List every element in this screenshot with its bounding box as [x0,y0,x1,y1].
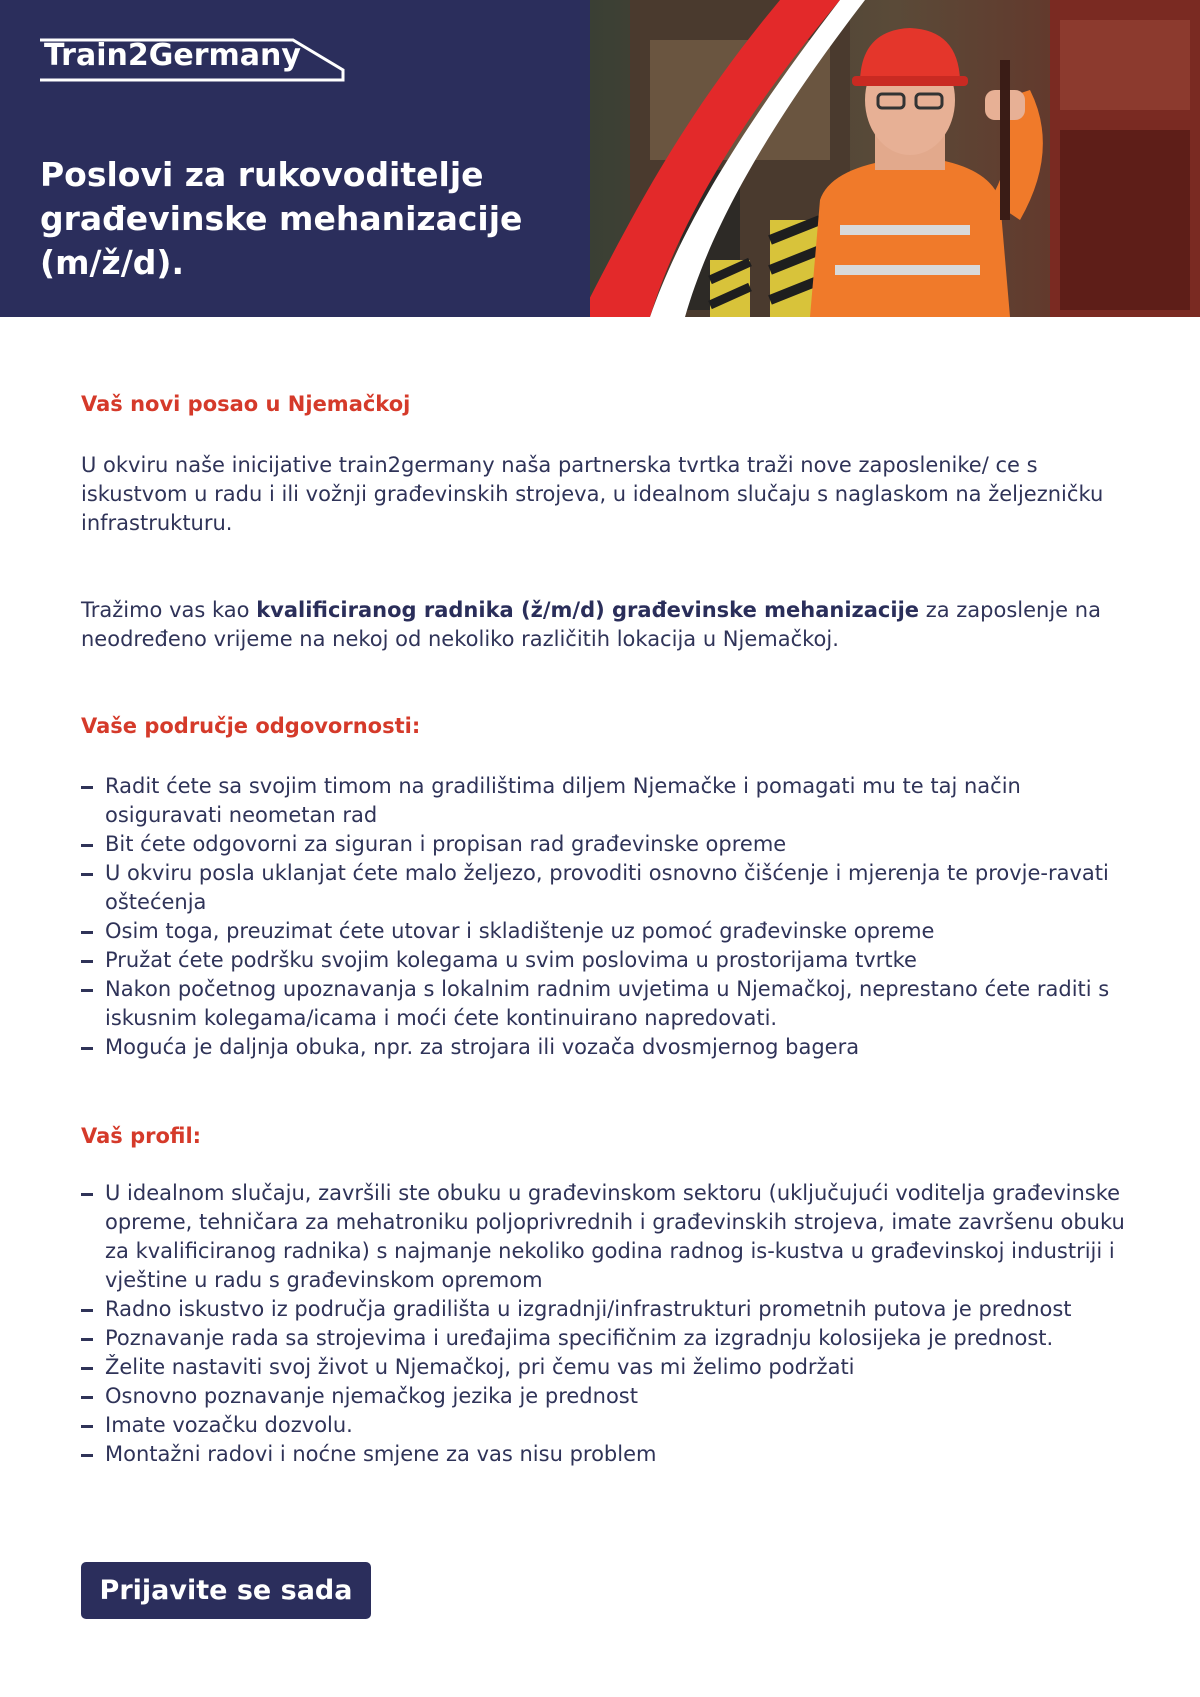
profile-list [81,1179,1141,1469]
list-item: Moguća je daljnja obuka, npr. za strojara ili vozača dvosmjernog bagera [81,1033,1141,1062]
hero-banner [0,0,1200,317]
section-title-new-job: Vaš novi posao u Njemačkoj [81,392,411,416]
list-item: U okviru posla uklanjat ćete malo željezo, provoditi osnovno čišćenje i mjerenja te provje-ravati oštećenja [81,859,1141,917]
list-item: Imate vozačku dozvolu. [81,1411,1141,1440]
list-item: Pružat ćete podršku svojim kolegama u svim poslovima u prostorijama tvrtke [81,946,1141,975]
list-item: Poznavanje rada sa strojevima i uređajima specifičnim za izgradnju kolosijeka je prednost. [81,1324,1141,1353]
highlight-text: kvalificiranog radnika (ž/m/d) građevinske mehanizacije [256,598,920,622]
list-item: Osnovno poznavanje njemačkog jezika je prednost [81,1382,1141,1411]
title-line: građevinske mehanizacije [40,199,523,238]
list-item: Želite nastaviti svoj život u Njemačkoj, pri čemu vas mi želimo podržati [81,1353,1141,1382]
responsibilities-list [81,772,1141,1062]
apply-now-button[interactable]: Prijavite se sada [81,1562,371,1619]
section-title-profile: Vaš profil: [81,1124,202,1148]
page-title [40,153,600,285]
list-item: Montažni radovi i noćne smjene za vas nisu problem [81,1440,1141,1469]
logo[interactable] [38,38,348,82]
title-line: (m/ž/d). [40,243,185,282]
intro-paragraph: U okviru naše inicijative train2germany naša partnerska tvrtka traži nove zaposlenike/ ce s iskustvom u radu i ili vožnji građevinskih strojeva, u idealnom slučaju s naglaskom na željezničku infrastrukturu. [81,453,1104,535]
title-line: Poslovi za rukovoditelje [40,155,484,194]
text-span: za zaposlenje na neodređeno vrijeme na nekoj od nekoliko različitih lokacija u Njemačkoj. [81,598,1101,651]
intro-paragraph-2 [81,596,1131,654]
list-item: Osim toga, preuzimat ćete utovar i skladištenje uz pomoć građevinske opreme [81,917,1141,946]
logo-text: Train2Germany [44,38,301,73]
list-item: Radit ćete sa svojim timom na gradilištima diljem Njemačke i pomagati mu te taj način osiguravati neometan rad [81,772,1141,830]
list-item: Bit ćete odgovorni za siguran i propisan rad građevinske opreme [81,830,1141,859]
section-title-responsibilities: Vaše područje odgovornosti: [81,714,421,738]
list-item: U idealnom slučaju, završili ste obuku u građevinskom sektoru (uključujući voditelja građevinske opreme, tehničara za mehatroniku poljoprivrednih i građevinskih strojeva, imate završenu obuku za kvalificiranog radnika) s najmanje nekoliko godina radnog is-kustva u građevinskoj industriji i vještine u radu s građevinskom opremom [81,1179,1141,1295]
worker-photo [590,0,1200,317]
text-span: Tražimo vas kao [81,598,257,622]
list-item: Nakon početnog upoznavanja s lokalnim radnim uvjetima u Njemačkoj, neprestano ćete raditi s iskusnim kolegama/icama i moći ćete kontinuirano napredovati. [81,975,1141,1033]
list-item: Radno iskustvo iz područja gradilišta u izgradnji/infrastrukturi prometnih putova je prednost [81,1295,1141,1324]
